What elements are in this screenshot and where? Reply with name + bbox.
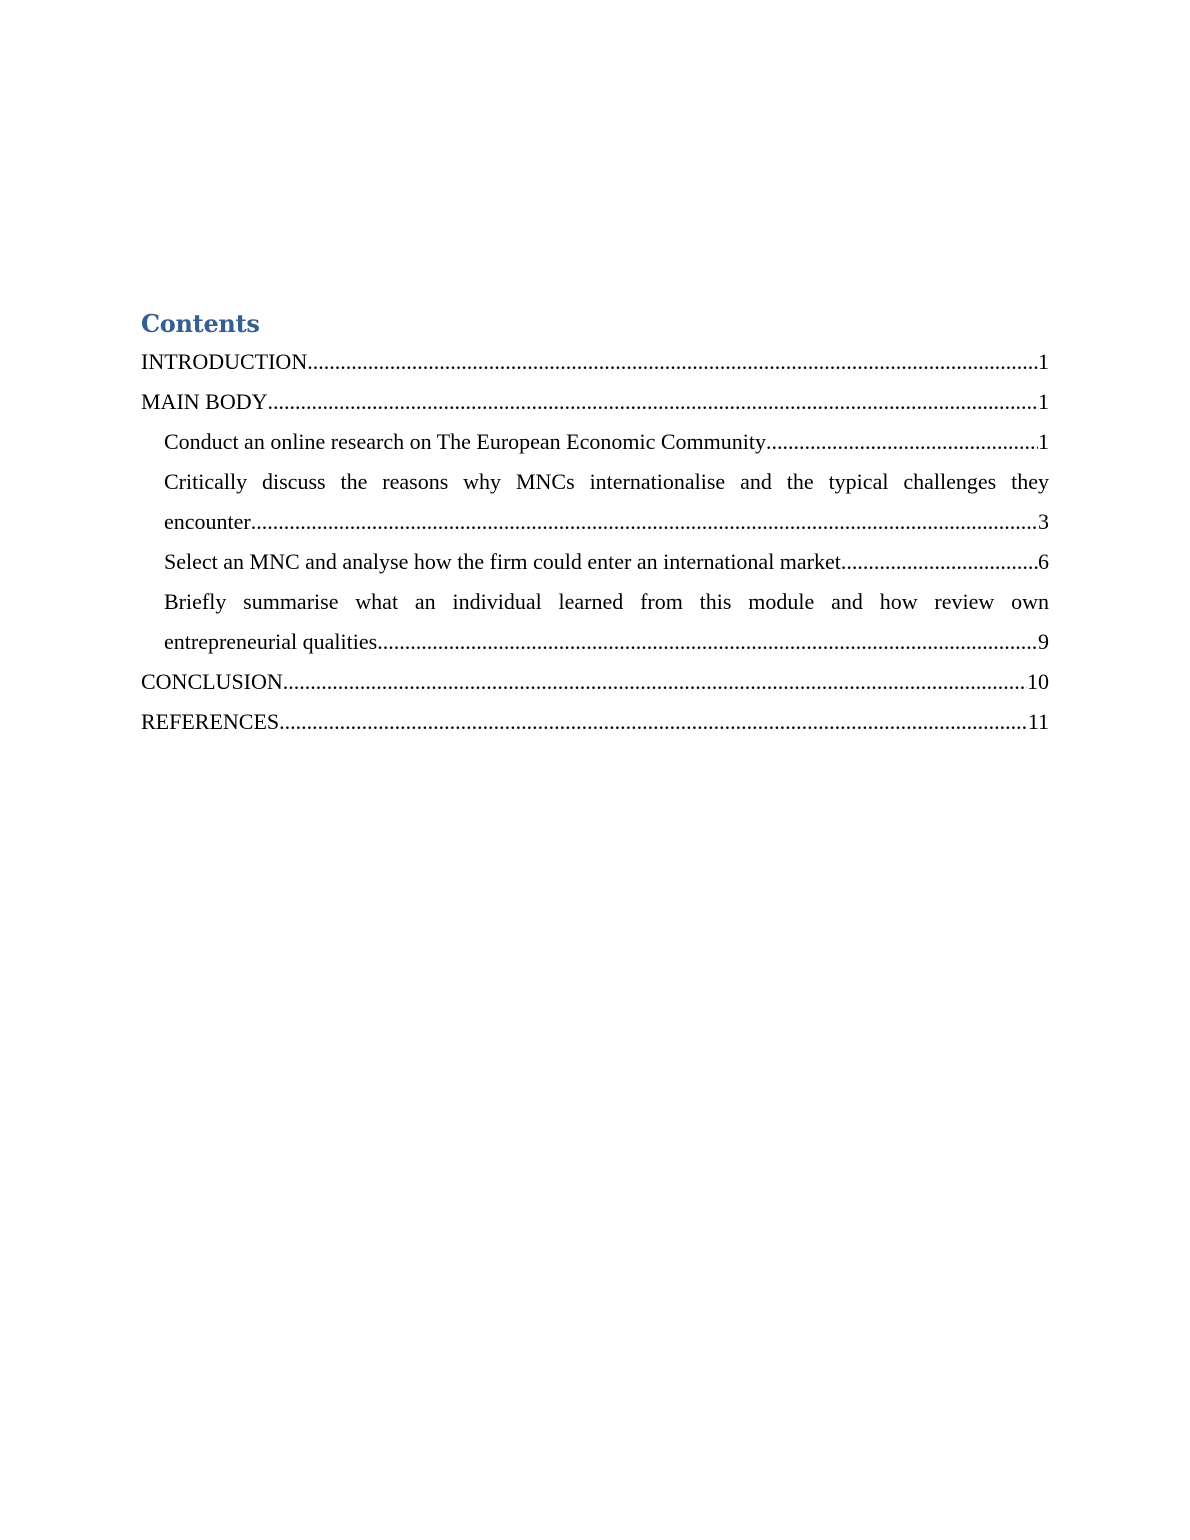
toc-entry-text: REFERENCES bbox=[141, 709, 280, 734]
dot-leader bbox=[279, 702, 1028, 742]
toc-entry-conclusion[interactable] bbox=[141, 662, 1049, 702]
toc-heading: Contents bbox=[141, 309, 260, 338]
toc-page-number: 1 bbox=[1038, 429, 1049, 454]
toc-entry-text: MAIN BODY bbox=[141, 389, 268, 414]
toc-page-number: 10 bbox=[1027, 669, 1049, 694]
toc-page-number: 1 bbox=[1038, 349, 1049, 374]
toc-page-number: 6 bbox=[1038, 549, 1049, 574]
dot-leader bbox=[307, 342, 1038, 382]
toc-page-number: 9 bbox=[1038, 629, 1049, 654]
dot-leader bbox=[251, 502, 1038, 542]
dot-leader bbox=[841, 542, 1038, 582]
toc-page-number: 3 bbox=[1038, 509, 1049, 534]
toc-entry-mnc-market-entry[interactable] bbox=[141, 542, 1049, 582]
dot-leader bbox=[377, 622, 1038, 662]
dot-leader bbox=[283, 662, 1027, 702]
toc-entry-eec-research[interactable] bbox=[141, 422, 1049, 462]
toc-entry-mnc-reasons[interactable] bbox=[141, 462, 1049, 542]
toc-page-number: 1 bbox=[1038, 389, 1049, 414]
dot-leader bbox=[268, 382, 1039, 422]
toc-entry-module-summary[interactable] bbox=[141, 582, 1049, 662]
toc-page-number: 11 bbox=[1027, 709, 1049, 734]
toc-entry-main-body[interactable] bbox=[141, 382, 1049, 422]
toc-entry-text: Select an MNC and analyse how the firm could enter an international market bbox=[164, 549, 841, 574]
toc-entry-text: Conduct an online research on The European Economic Community bbox=[164, 429, 766, 454]
toc-entry-introduction[interactable] bbox=[141, 342, 1049, 382]
toc-entry-text: CONCLUSION bbox=[141, 669, 283, 694]
toc-entry-text: INTRODUCTION bbox=[141, 349, 308, 374]
dot-leader bbox=[766, 422, 1038, 462]
toc-entry-text-line1: Briefly summarise what an individual learned from this module and how review own bbox=[164, 589, 1049, 614]
toc-entry-references[interactable] bbox=[141, 702, 1049, 742]
table-of-contents bbox=[141, 306, 1049, 742]
toc-entry-text-line1: Critically discuss the reasons why MNCs internationalise and the typical challenges they bbox=[164, 469, 1049, 494]
toc-entry-text-line2: encounter bbox=[164, 509, 251, 534]
toc-entry-text-line2: entrepreneurial qualities bbox=[164, 629, 378, 654]
